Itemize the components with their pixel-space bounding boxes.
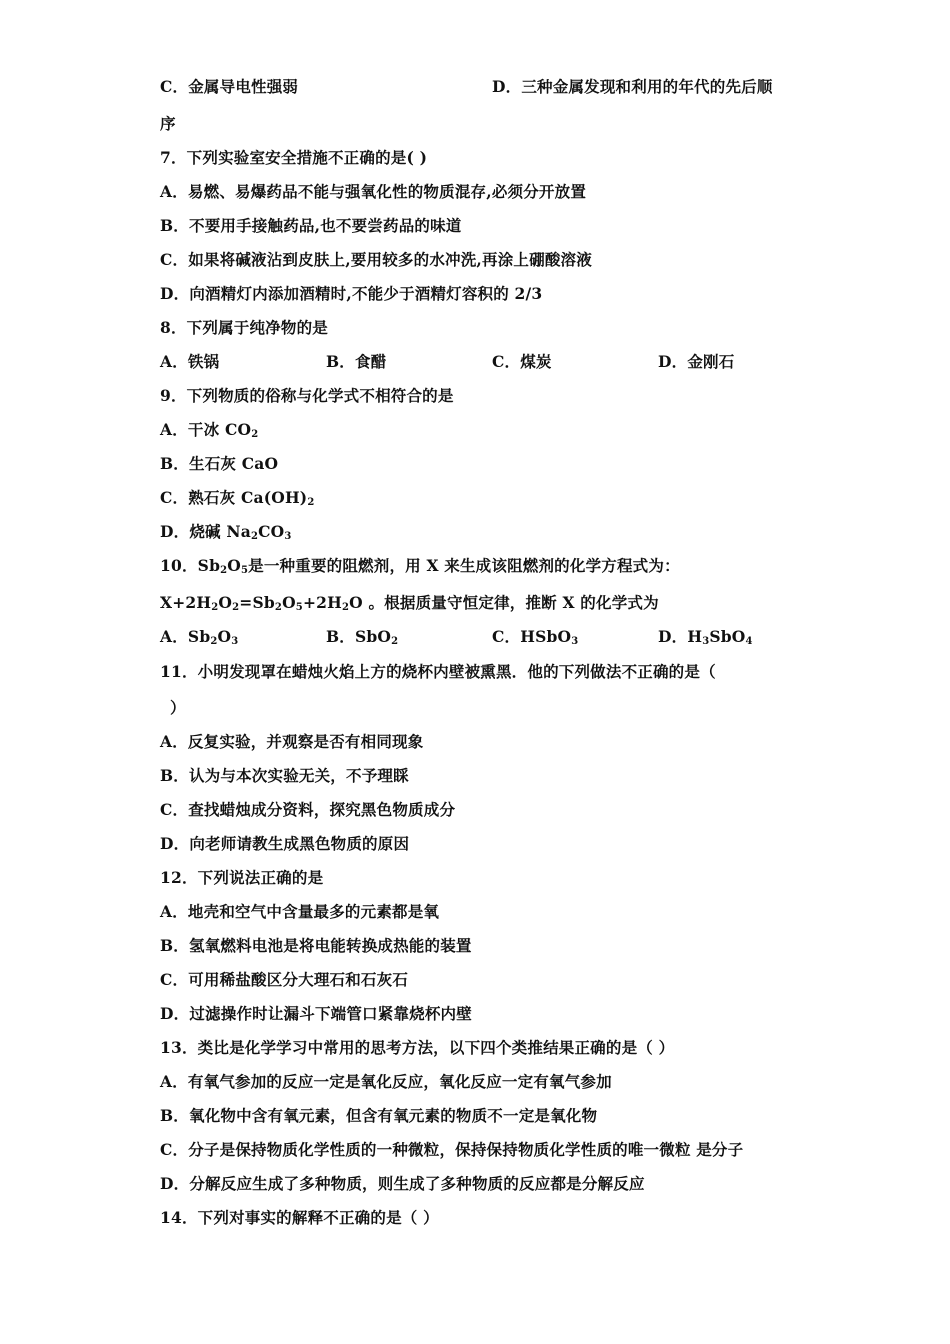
q9-stem: 9．下列物质的俗称与化学式不相符合的是: [160, 386, 454, 405]
q11-stem: 11．小明发现罩在蜡烛火焰上方的烧杯内壁被熏黑．他的下列做法不正确的是（: [160, 662, 716, 681]
q10-stem: 10．$Sb_2O_5$是一种重要的阻燃剂，用 X 来生成该阻燃剂的化学方程式为：: [160, 556, 680, 576]
q13-option-d: D．分解反应生成了多种物质，则生成了多种物质的反应都是分解反应: [160, 1174, 645, 1193]
q10-equation: $X+2H_2O_2=Sb_2O_5+2H_2O$ 。根据质量守恒定律，推断 X 的化学式为: [160, 593, 659, 613]
q13-stem: 13．类比是化学学习中常用的思考方法，以下四个类推结果正确的是（ ）: [160, 1038, 675, 1057]
q10-option-d: D．$H_3SbO_4$: [658, 627, 753, 647]
q13-option-b: B．氧化物中含有氧元素，但含有氧元素的物质不一定是氧化物: [160, 1106, 598, 1125]
q7-option-d: D．向酒精灯内添加酒精时,不能少于酒精灯容积的 2/3: [160, 284, 543, 303]
q8-option-b: B．食醋: [326, 352, 387, 371]
q11-option-a: A．反复实验，并观察是否有相同现象: [160, 732, 424, 751]
q8-option-a: A．铁锅: [160, 352, 220, 371]
q10-option-a: A．$Sb_2O_3$: [160, 627, 239, 647]
q9-option-b: B．生石灰 CaO: [160, 454, 279, 473]
q13-option-a: A．有氧气参加的反应一定是氧化反应，氧化反应一定有氧气参加: [160, 1072, 612, 1091]
q10-options-row: [0, 627, 950, 647]
q6-option-d: D．三种金属发现和利用的年代的先后顺: [492, 77, 773, 96]
q10-option-b: B．SbO$_2$: [326, 627, 399, 647]
q9-option-c: C．熟石灰 $Ca(OH)_2$: [160, 488, 315, 508]
q9-option-d: D．烧碱 $Na_2CO_3$: [160, 522, 292, 542]
q12-option-b: B．氢氧燃料电池是将电能转换成热能的装置: [160, 936, 472, 955]
q11-option-d: D．向老师请教生成黑色物质的原因: [160, 834, 410, 853]
q11-option-b: B．认为与本次实验无关，不予理睬: [160, 766, 409, 785]
q11-stem-continued: ）: [170, 698, 186, 717]
q8-option-c: C．煤炭: [492, 352, 552, 371]
q6-option-d-continued: 序: [160, 114, 176, 133]
q11-option-c: C．查找蜡烛成分资料，探究黑色物质成分: [160, 800, 456, 819]
q12-option-d: D．过滤操作时让漏斗下端管口紧靠烧杯内壁: [160, 1004, 472, 1023]
q7-stem: 7．下列实验室安全措施不正确的是( ): [160, 148, 428, 167]
q8-option-d: D．金刚石: [658, 352, 735, 371]
q8-options-row: [0, 352, 950, 372]
q14-stem: 14．下列对事实的解释不正确的是（ ）: [160, 1208, 439, 1227]
q8-stem: 8．下列属于纯净物的是: [160, 318, 328, 337]
q7-option-c: C．如果将碱液沾到皮肤上,要用较多的水冲洗,再涂上硼酸溶液: [160, 250, 592, 269]
q9-option-a: A．干冰 $CO_2$: [160, 420, 259, 440]
q13-option-c: C．分子是保持物质化学性质的一种微粒，保持保持物质化学性质的唯一微粒 是分子: [160, 1140, 744, 1159]
q7-option-b: B．不要用手接触药品,也不要尝药品的味道: [160, 216, 462, 235]
q7-option-a: A．易燃、易爆药品不能与强氧化性的物质混存,必须分开放置: [160, 182, 587, 201]
q12-stem: 12．下列说法正确的是: [160, 868, 324, 887]
q12-option-c: C．可用稀盐酸区分大理石和石灰石: [160, 970, 409, 989]
q10-option-c: C．HSbO$_3$: [492, 627, 579, 647]
q6-option-c: C．金属导电性强弱: [160, 77, 299, 96]
q12-option-a: A．地壳和空气中含量最多的元素都是氧: [160, 902, 440, 921]
